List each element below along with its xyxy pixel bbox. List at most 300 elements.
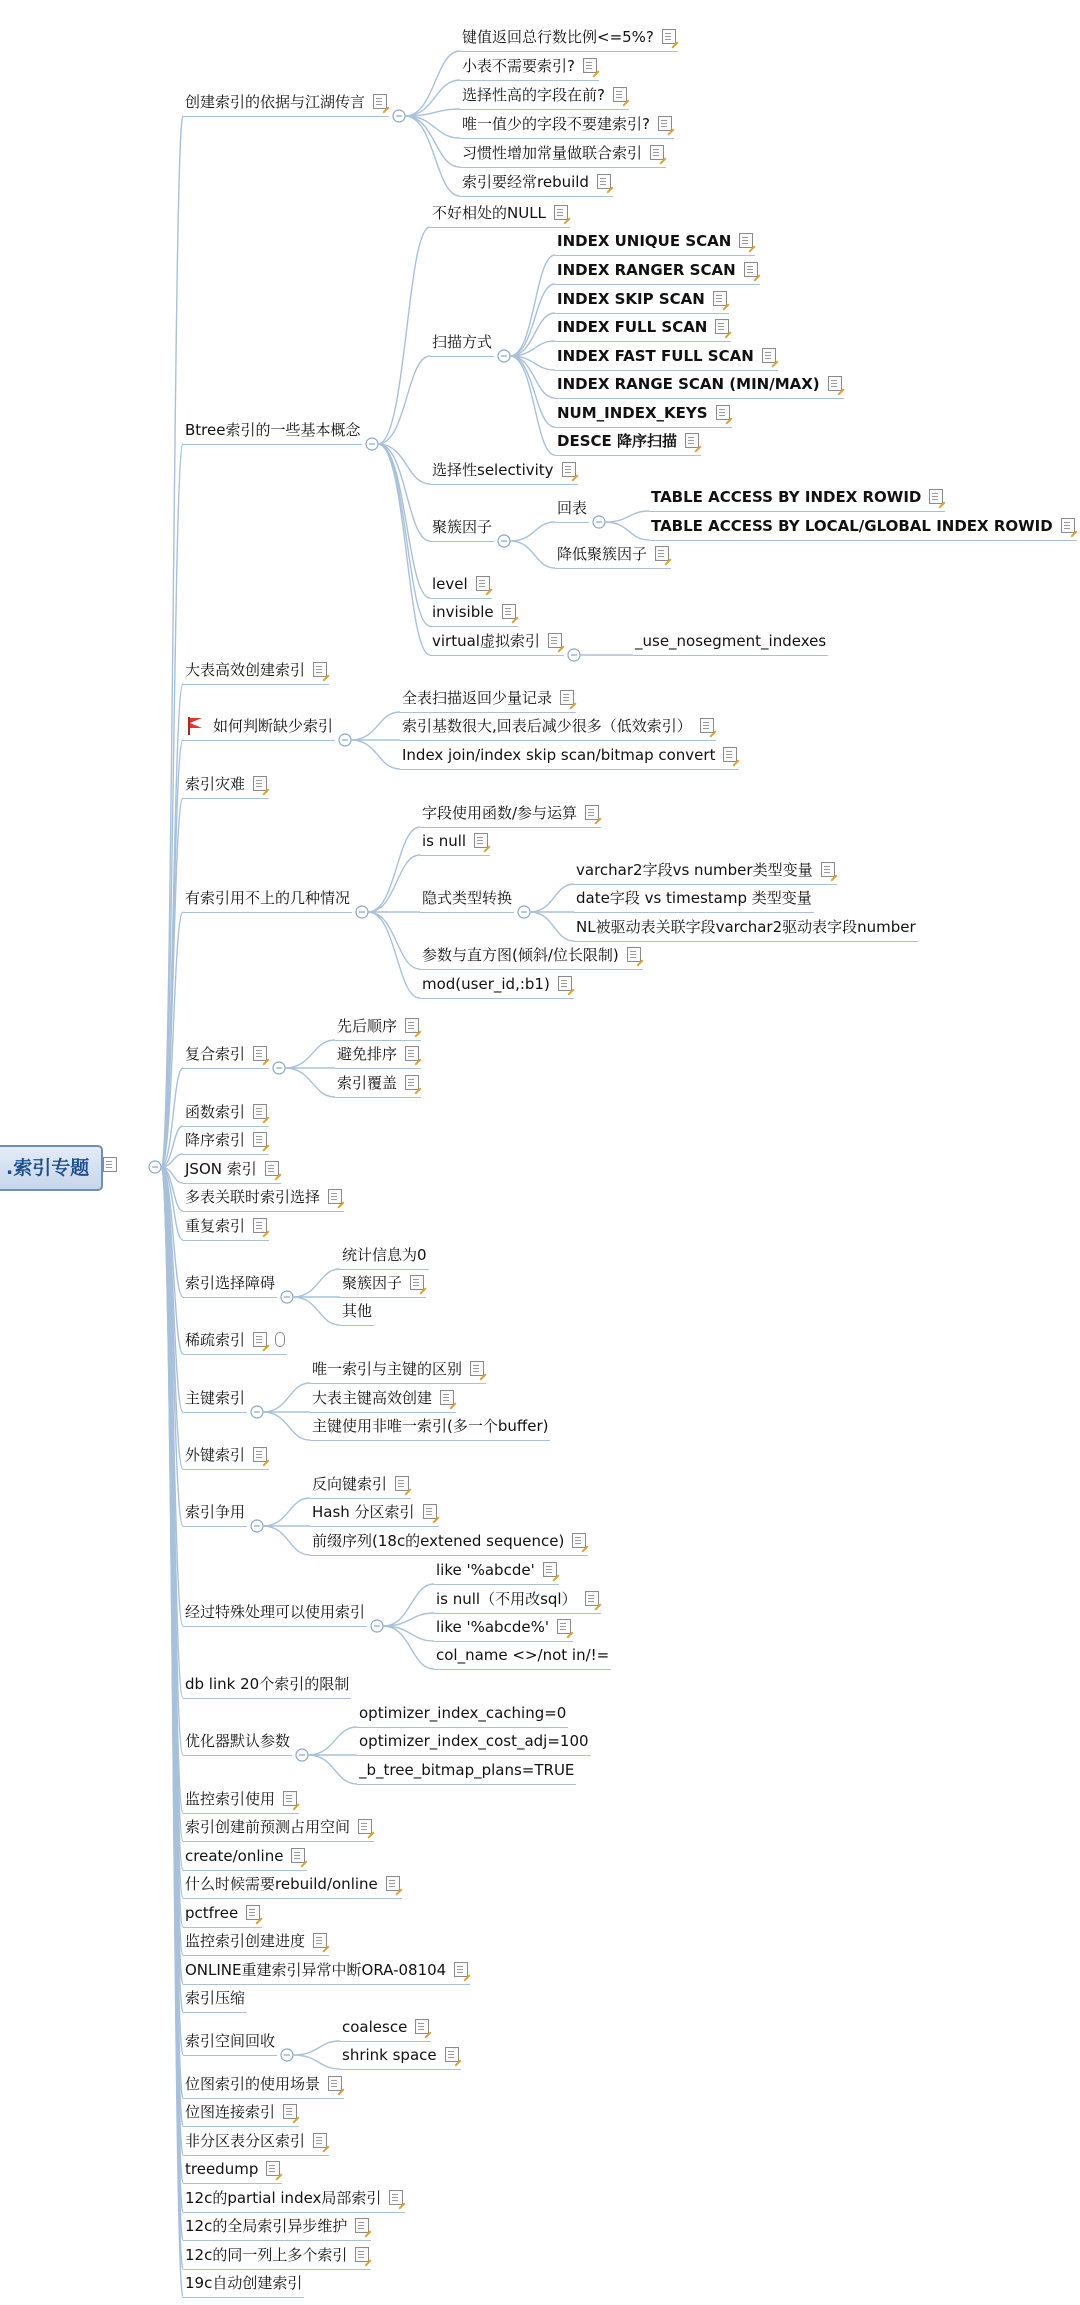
note-icon[interactable] <box>291 1848 305 1863</box>
subtopic[interactable] <box>555 285 729 314</box>
topic-label: 优化器默认参数 <box>185 1732 291 1750</box>
topic-label: 索引灾难 <box>185 775 246 793</box>
topic-label: Btree索引的一些基本概念 <box>185 421 361 439</box>
note-icon[interactable] <box>739 233 753 248</box>
topic[interactable] <box>183 2155 282 2184</box>
subtopic[interactable] <box>430 456 578 485</box>
topic-label: 索引压缩 <box>185 1989 246 2007</box>
topic-label: 重复索引 <box>185 1217 246 1235</box>
connector-line <box>293 1269 340 1297</box>
subtopic[interactable] <box>340 1297 374 1326</box>
topic-label: 先后顺序 <box>337 1017 398 1035</box>
topic-label: 监控索引创建进度 <box>185 1932 306 1950</box>
subtopic[interactable] <box>340 2041 461 2070</box>
subtopic[interactable] <box>460 139 666 168</box>
topic-label: db link 20个索引的限制 <box>185 1675 350 1693</box>
subtopic[interactable] <box>357 1756 576 1785</box>
connector-line <box>308 1727 357 1755</box>
note-icon[interactable] <box>627 947 641 962</box>
topic-label: 选择性selectivity <box>432 461 554 479</box>
topic[interactable] <box>183 1183 344 1212</box>
note-icon[interactable] <box>1061 518 1075 533</box>
note-icon[interactable] <box>502 604 516 619</box>
topic-label: 唯一索引与主键的区别 <box>312 1360 463 1378</box>
topic[interactable] <box>183 416 362 445</box>
connector-line <box>285 1040 335 1068</box>
topic-label: 复合索引 <box>185 1045 246 1063</box>
note-icon[interactable] <box>373 94 387 109</box>
topic-label: TABLE ACCESS BY INDEX ROWID <box>651 488 922 506</box>
topic[interactable] <box>183 1670 351 1699</box>
topic-label: 不好相处的NULL <box>432 204 546 222</box>
subtopic[interactable] <box>420 884 514 913</box>
connector-line <box>368 912 420 969</box>
topic-label: 非分区表分区索引 <box>185 2132 306 2150</box>
note-icon[interactable] <box>405 1075 419 1090</box>
connector-line <box>383 1626 434 1641</box>
topic[interactable] <box>183 1498 247 1527</box>
topic-label: 降序索引 <box>185 1131 246 1149</box>
topic-label: 主键索引 <box>185 1389 246 1407</box>
connector-line <box>378 227 430 444</box>
topic-label: 全表扫描返回少量记录 <box>402 689 553 707</box>
topic-label: level <box>432 575 468 593</box>
subtopic[interactable] <box>434 1641 611 1670</box>
topic-label: NUM_INDEX_KEYS <box>557 404 708 422</box>
note-icon[interactable] <box>650 145 664 160</box>
note-icon[interactable] <box>405 1018 419 1033</box>
note-icon[interactable] <box>583 58 597 73</box>
topic-label: 稀疏索引 <box>185 1331 246 1349</box>
connector-line <box>263 1498 310 1526</box>
note-icon[interactable] <box>762 348 776 363</box>
topic-label: 12c的partial index局部索引 <box>185 2189 382 2207</box>
connector-line <box>293 1297 340 1325</box>
topic-label: virtual虚拟索引 <box>432 632 540 650</box>
subtopic[interactable] <box>400 684 576 713</box>
note-icon[interactable] <box>476 576 490 591</box>
subtopic[interactable] <box>555 399 732 428</box>
note-icon[interactable] <box>474 833 488 848</box>
connector-line <box>351 740 400 769</box>
connector-line <box>308 1755 357 1784</box>
subtopic[interactable] <box>555 427 701 456</box>
note-icon[interactable] <box>543 1562 557 1577</box>
connector-line <box>368 827 420 912</box>
topic-label: like '%abcde' <box>436 1561 535 1579</box>
topic-label: 隐式类型转换 <box>422 889 513 907</box>
connector-line <box>605 522 649 540</box>
topic-label: INDEX SKIP SCAN <box>557 290 705 308</box>
topic-label: invisible <box>432 603 494 621</box>
note-icon[interactable] <box>662 29 676 44</box>
note-icon[interactable] <box>266 2161 280 2176</box>
topic[interactable] <box>183 1040 269 1069</box>
subtopic[interactable] <box>649 483 945 512</box>
topic-label: Index join/index skip scan/bitmap convert <box>402 746 716 764</box>
topic-label: 回表 <box>557 499 588 517</box>
topic-label: 键值返回总行数比例<=5%? <box>462 28 654 46</box>
topic-label: 大表主键高效创建 <box>312 1389 433 1407</box>
subtopic[interactable] <box>340 1241 429 1270</box>
note-icon[interactable] <box>828 376 842 391</box>
note-icon[interactable] <box>395 1476 409 1491</box>
note-icon[interactable] <box>253 1332 267 1347</box>
topic-label: 索引空间回收 <box>185 2032 276 2050</box>
topic[interactable] <box>183 884 352 913</box>
topic-label: like '%abcde%' <box>436 1618 549 1636</box>
subtopic[interactable] <box>434 1613 573 1642</box>
topic-label: 外键索引 <box>185 1446 246 1464</box>
topic[interactable] <box>183 2098 299 2127</box>
subtopic[interactable] <box>335 1012 421 1041</box>
topic-label: is null（不用改sql） <box>436 1590 577 1608</box>
topic-label: 函数索引 <box>185 1103 246 1121</box>
topic-label: 索引基数很大,回表后减少很多（低效索引） <box>402 717 692 735</box>
topic[interactable] <box>183 2269 304 2298</box>
topic-label: JSON 索引 <box>185 1160 257 1178</box>
note-icon[interactable] <box>585 1591 599 1606</box>
subtopic[interactable] <box>430 570 492 599</box>
subtopic[interactable] <box>460 23 678 52</box>
connector-line <box>285 1068 335 1097</box>
connector-line <box>405 51 460 116</box>
note-icon[interactable] <box>445 2047 459 2062</box>
connector-line <box>510 541 555 568</box>
note-icon[interactable] <box>548 633 562 648</box>
note-icon[interactable] <box>246 1905 260 1920</box>
subtopic[interactable] <box>633 627 828 656</box>
note-icon[interactable] <box>572 1533 586 1548</box>
subtopic[interactable] <box>310 1384 456 1413</box>
connector-line <box>405 80 460 116</box>
topic-label: 有索引用不上的几种情况 <box>185 889 351 907</box>
note-icon[interactable] <box>562 462 576 477</box>
subtopic[interactable] <box>400 712 716 741</box>
topic[interactable] <box>183 1441 269 1470</box>
note-icon[interactable] <box>389 2190 403 2205</box>
note-icon[interactable] <box>585 805 599 820</box>
topic[interactable] <box>183 1842 307 1871</box>
subtopic[interactable] <box>430 627 564 656</box>
note-icon[interactable] <box>386 1876 400 1891</box>
topic-label: 监控索引使用 <box>185 1790 276 1808</box>
subtopic[interactable] <box>310 1527 588 1556</box>
topic-label: mod(user_id,:b1) <box>422 975 550 993</box>
connector-line <box>510 255 555 356</box>
connector-line <box>530 912 574 941</box>
subtopic[interactable] <box>574 856 837 885</box>
note-icon[interactable] <box>253 776 267 791</box>
topic[interactable] <box>183 1155 281 1184</box>
note-icon[interactable] <box>613 87 627 102</box>
subtopic[interactable] <box>357 1699 568 1728</box>
root-topic[interactable]: .索引专题 <box>0 1145 103 1191</box>
topic-label: shrink space <box>342 2046 437 2064</box>
subtopic[interactable] <box>555 540 671 569</box>
topic-label: DESCE 降序扫描 <box>557 432 677 450</box>
topic-label: 扫描方式 <box>432 333 493 351</box>
topic[interactable] <box>183 1326 287 1355</box>
note-icon[interactable] <box>440 1390 454 1405</box>
subtopic[interactable] <box>460 81 629 110</box>
topic-label: INDEX UNIQUE SCAN <box>557 232 732 250</box>
topic-label: col_name <>/not in/!= <box>436 1646 610 1664</box>
subtopic[interactable] <box>574 884 814 913</box>
subtopic[interactable] <box>555 227 755 256</box>
note-icon[interactable] <box>716 405 730 420</box>
topic-label: optimizer_index_caching=0 <box>359 1704 567 1722</box>
connector-line <box>378 444 430 655</box>
subtopic[interactable] <box>555 494 589 523</box>
subtopic[interactable] <box>460 168 613 197</box>
topic-label: date字段 vs timestamp 类型变量 <box>576 889 812 907</box>
note-icon[interactable] <box>821 862 835 877</box>
connector-line <box>510 356 555 427</box>
topic-label: 避免排序 <box>337 1045 398 1063</box>
attachment-icon[interactable] <box>275 1332 285 1347</box>
topic-label: create/online <box>185 1847 284 1865</box>
subtopic[interactable] <box>335 1069 421 1098</box>
topic-label: 12c的同一列上多个索引 <box>185 2246 348 2264</box>
note-icon[interactable] <box>700 718 714 733</box>
topic-label: varchar2字段vs number类型变量 <box>576 861 813 879</box>
subtopic[interactable] <box>555 342 778 371</box>
topic-label: _use_nosegment_indexes <box>635 632 827 650</box>
topic-label: 19c自动创建索引 <box>185 2274 303 2292</box>
topic[interactable] <box>183 1598 367 1627</box>
topic[interactable] <box>183 1813 374 1842</box>
note-icon[interactable] <box>328 1189 342 1204</box>
subtopic[interactable] <box>310 1412 550 1441</box>
subtopic[interactable] <box>460 110 674 139</box>
note-icon[interactable] <box>313 1933 327 1948</box>
subtopic[interactable] <box>420 827 490 856</box>
note-icon[interactable] <box>454 1962 468 1977</box>
note-icon[interactable] <box>283 2104 297 2119</box>
note-icon[interactable] <box>355 2218 369 2233</box>
subtopic[interactable] <box>574 913 918 942</box>
topic-label: 索引要经常rebuild <box>462 173 589 191</box>
subtopic[interactable] <box>420 799 601 828</box>
connector-line <box>405 116 460 167</box>
topic-label: 创建索引的依据与江湖传言 <box>185 93 366 111</box>
topic[interactable] <box>183 1870 402 1899</box>
subtopic[interactable] <box>310 1498 439 1527</box>
subtopic[interactable] <box>420 941 643 970</box>
topic-label: 索引争用 <box>185 1503 246 1521</box>
note-icon[interactable] <box>313 2133 327 2148</box>
root-note-icon[interactable] <box>103 1157 117 1172</box>
note-icon[interactable] <box>554 205 568 220</box>
note-icon[interactable] <box>313 662 327 677</box>
note-icon[interactable] <box>658 116 672 131</box>
topic[interactable] <box>183 2070 344 2099</box>
topic-label: treedump <box>185 2160 259 2178</box>
topic-label: 降低聚簇因子 <box>557 545 648 563</box>
subtopic[interactable] <box>555 313 731 342</box>
connector-line <box>405 116 460 138</box>
topic-label: 聚簇因子 <box>432 518 493 536</box>
topic[interactable] <box>183 2027 277 2056</box>
topic-label: NL被驱动表关联字段varchar2驱动表字段number <box>576 918 916 936</box>
topic[interactable] <box>183 2241 371 2270</box>
topic[interactable] <box>183 88 389 117</box>
topic-label: 字段使用函数/参与运算 <box>422 804 578 822</box>
note-icon[interactable] <box>265 1161 279 1176</box>
topic[interactable] <box>183 1899 262 1928</box>
topic-label: INDEX RANGE SCAN (MIN/MAX) <box>557 375 820 393</box>
topic-label: 位图索引的使用场景 <box>185 2075 321 2093</box>
connector-line <box>530 884 574 912</box>
topic-label: 选择性高的字段在前? <box>462 86 605 104</box>
note-icon[interactable] <box>470 1361 484 1376</box>
subtopic[interactable] <box>310 1355 486 1384</box>
topic[interactable] <box>183 2127 329 2156</box>
connector-line <box>510 356 555 455</box>
subtopic[interactable] <box>430 513 494 542</box>
connector-line <box>368 912 420 998</box>
note-icon[interactable] <box>713 291 727 306</box>
connector-line <box>293 2041 340 2055</box>
topic[interactable] <box>183 1785 299 1814</box>
note-icon[interactable] <box>715 319 729 334</box>
note-icon[interactable] <box>355 2247 369 2262</box>
note-icon[interactable] <box>253 1447 267 1462</box>
topic[interactable] <box>183 2212 371 2241</box>
subtopic[interactable] <box>555 370 844 399</box>
note-icon[interactable] <box>560 690 574 705</box>
note-icon[interactable] <box>415 2019 429 2034</box>
topic-label: 索引选择障碍 <box>185 1274 276 1292</box>
topic-label: 多表关联时索引选择 <box>185 1188 321 1206</box>
note-icon[interactable] <box>253 1104 267 1119</box>
topic-label: 习惯性增加常量做联合索引 <box>462 144 643 162</box>
note-icon[interactable] <box>929 489 943 504</box>
note-icon[interactable] <box>358 1819 372 1834</box>
topic[interactable] <box>183 1126 269 1155</box>
subtopic[interactable] <box>357 1727 591 1756</box>
topic-label: Hash 分区索引 <box>312 1503 415 1521</box>
topic-label: 反向键索引 <box>312 1475 388 1493</box>
topic[interactable] <box>183 1956 470 1985</box>
topic-label: is null <box>422 832 467 850</box>
note-icon[interactable] <box>423 1504 437 1519</box>
note-icon[interactable] <box>685 433 699 448</box>
connector-line <box>368 855 420 912</box>
topic[interactable] <box>183 1098 269 1127</box>
subtopic[interactable] <box>400 741 739 770</box>
subtopic[interactable] <box>340 1269 426 1298</box>
topic[interactable] <box>183 1212 269 1241</box>
subtopic[interactable] <box>310 1470 411 1499</box>
topic[interactable] <box>183 2184 405 2213</box>
topic-label: 经过特殊处理可以使用索引 <box>185 1603 366 1621</box>
topic[interactable] <box>183 1384 247 1413</box>
note-icon[interactable] <box>253 1218 267 1233</box>
connector-line <box>378 356 430 444</box>
note-icon[interactable] <box>405 1046 419 1061</box>
topic[interactable] <box>183 656 329 685</box>
note-icon[interactable] <box>253 1046 267 1061</box>
topic[interactable] <box>183 712 335 741</box>
topic-label: 唯一值少的字段不要建索引? <box>462 115 650 133</box>
red-flag-icon <box>187 717 207 735</box>
note-icon[interactable] <box>655 546 669 561</box>
topic[interactable] <box>183 770 269 799</box>
topic-label: 索引覆盖 <box>337 1074 398 1092</box>
topic-label: 12c的全局索引异步维护 <box>185 2217 348 2235</box>
note-icon[interactable] <box>558 976 572 991</box>
error-code: ORA-08104 <box>361 1961 447 1979</box>
note-icon[interactable] <box>723 747 737 762</box>
topic-label: coalesce <box>342 2018 408 2036</box>
subtopic[interactable] <box>555 256 760 285</box>
topic-label: 主键使用非唯一索引(多一个buffer) <box>312 1417 549 1435</box>
note-icon[interactable] <box>597 174 611 189</box>
topic[interactable] <box>183 1269 277 1298</box>
connector-line <box>263 1383 310 1412</box>
subtopic[interactable] <box>649 512 1077 541</box>
topic-label: 小表不需要索引? <box>462 57 575 75</box>
subtopic[interactable] <box>340 2013 431 2042</box>
topic-label: INDEX FAST FULL SCAN <box>557 347 754 365</box>
topic-label: INDEX FULL SCAN <box>557 318 708 336</box>
subtopic[interactable] <box>434 1585 601 1614</box>
topic-label: 统计信息为0 <box>342 1246 427 1264</box>
note-icon[interactable] <box>744 262 758 277</box>
connector-line <box>605 511 649 522</box>
topic[interactable] <box>183 1984 247 2013</box>
subtopic[interactable] <box>420 970 574 999</box>
topic-label: 索引创建前预测占用空间 <box>185 1818 351 1836</box>
note-icon[interactable] <box>410 1275 424 1290</box>
topic-label: TABLE ACCESS BY LOCAL/GLOBAL INDEX ROWID <box>651 517 1053 535</box>
topic-label: ONLINE重建索引异常中断 <box>185 1961 362 1979</box>
topic-label: INDEX RANGER SCAN <box>557 261 736 279</box>
topic-label: optimizer_index_cost_adj=100 <box>359 1732 589 1750</box>
connector-line <box>351 712 400 740</box>
connector-line <box>263 1526 310 1555</box>
note-icon[interactable] <box>283 1791 297 1806</box>
topic-label: 前缀序列(18c的extened sequence) <box>312 1532 565 1550</box>
connector-line <box>293 2055 340 2069</box>
note-icon[interactable] <box>557 1619 571 1634</box>
subtopic[interactable] <box>460 52 599 81</box>
connector-line <box>510 522 555 541</box>
subtopic[interactable] <box>430 199 570 228</box>
subtopic[interactable] <box>335 1040 421 1069</box>
topic-label: 参数与直方图(倾斜/位长限制) <box>422 946 619 964</box>
connector-line <box>263 1412 310 1440</box>
subtopic[interactable] <box>430 598 518 627</box>
topic-label: 大表高效创建索引 <box>185 661 306 679</box>
topic[interactable] <box>183 1927 329 1956</box>
topic-label: 什么时候需要rebuild/online <box>185 1875 378 1893</box>
topic[interactable] <box>183 1727 292 1756</box>
connector-line <box>510 284 555 356</box>
note-icon[interactable] <box>253 1132 267 1147</box>
subtopic[interactable] <box>430 328 494 357</box>
topic-label: 其他 <box>342 1302 373 1320</box>
topic-label: pctfree <box>185 1904 239 1922</box>
connector-line <box>405 116 460 196</box>
topic-label: 聚簇因子 <box>342 1274 403 1292</box>
subtopic[interactable] <box>434 1556 559 1585</box>
topic-label: _b_tree_bitmap_plans=TRUE <box>359 1761 575 1779</box>
note-icon[interactable] <box>328 2076 342 2091</box>
topic-label: 如何判断缺少索引 <box>213 717 334 735</box>
